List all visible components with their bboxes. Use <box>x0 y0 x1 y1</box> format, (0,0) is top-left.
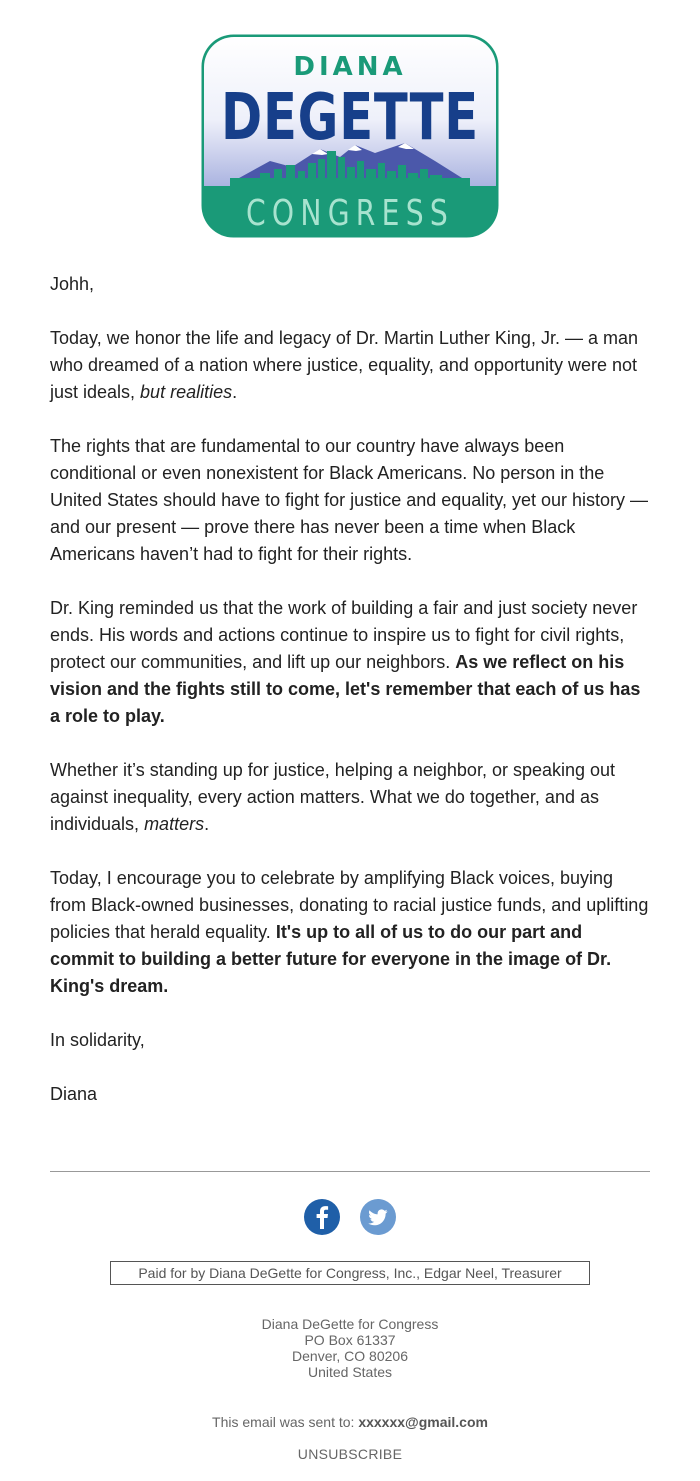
twitter-button[interactable] <box>360 1199 396 1235</box>
logo-office: CONGRESS <box>246 193 454 234</box>
paid-for-disclaimer: Paid for by Diana DeGette for Congress, Inc., Edgar Neel, Treasurer <box>110 1261 590 1285</box>
paragraph-5 <box>50 865 650 1000</box>
closing: In solidarity, <box>50 1030 145 1050</box>
logo-first-name: DIANA <box>293 52 407 82</box>
recipient-email: xxxxxx@gmail.com <box>358 1414 488 1430</box>
twitter-icon <box>360 1199 396 1235</box>
address-line: PO Box 61337 <box>304 1332 396 1348</box>
paragraph-1 <box>50 325 650 406</box>
paragraph-3-text: Dr. King reminded us that the work of building a fair and just society never ends. His words and actions continue to inspire us to fight for civil rights, protect our communities, and lift up our neighbors. <box>50 598 638 672</box>
paragraph-5-text: Today, I encourage you to celebrate by amplifying Black voices, buying from Black-owned businesses, donating to racial justice funds, and uplifting policies that herald equality. <box>50 868 649 942</box>
paragraph-3-bold: As we reflect on his vision and the fights still to come, let's remember that each of us has a role to play. <box>50 652 641 726</box>
paragraph-1-text: Today, we honor the life and legacy of Dr. Martin Luther King, Jr. — a man who dreamed of a nation where justice, equality, and opportunity were not just ideals, <box>50 328 638 402</box>
paragraph-4-text: Whether it’s standing up for justice, helping a neighbor, or speaking out against inequality, every action matters. What we do together, and as individuals, <box>50 760 616 834</box>
facebook-icon <box>304 1199 340 1235</box>
greeting: Johh, <box>50 274 95 294</box>
social-links <box>0 1199 700 1235</box>
paragraph-4 <box>50 757 650 838</box>
address-line: United States <box>307 1364 393 1380</box>
address-line: Denver, CO 80206 <box>292 1348 408 1364</box>
address-line: Diana DeGette for Congress <box>261 1316 439 1332</box>
logo-last-name: DEGETTE <box>221 81 479 155</box>
paragraph-1-italic: but realities <box>140 382 233 402</box>
paragraph-5-bold: It's up to all of us to do our part and commit to building a better future for everyone in the image of Dr. King's dream. <box>50 922 612 996</box>
sent-to-notice <box>0 1413 700 1431</box>
signature: Diana <box>50 1084 98 1104</box>
paragraph-3 <box>50 595 650 730</box>
footer-divider <box>50 1171 650 1172</box>
paragraph-2: The rights that are fundamental to our country have always been conditional or even nonexistent for Black Americans. No person in the United States should have to fight for justice and equality, yet our history — and our present — prove there has never been a time when Black Americans haven’t had to fight for their rights. <box>50 436 648 564</box>
paragraph-4-end: . <box>204 814 210 834</box>
paragraph-4-italic: matters <box>144 814 205 834</box>
campaign-logo <box>200 33 500 239</box>
facebook-button[interactable] <box>304 1199 340 1235</box>
letter-content <box>50 271 650 1135</box>
sent-to-label: This email was sent to: <box>212 1414 359 1430</box>
paragraph-1-end: . <box>232 382 238 402</box>
unsubscribe-link[interactable]: UNSUBSCRIBE <box>297 1446 403 1462</box>
mailing-address <box>0 1316 700 1380</box>
